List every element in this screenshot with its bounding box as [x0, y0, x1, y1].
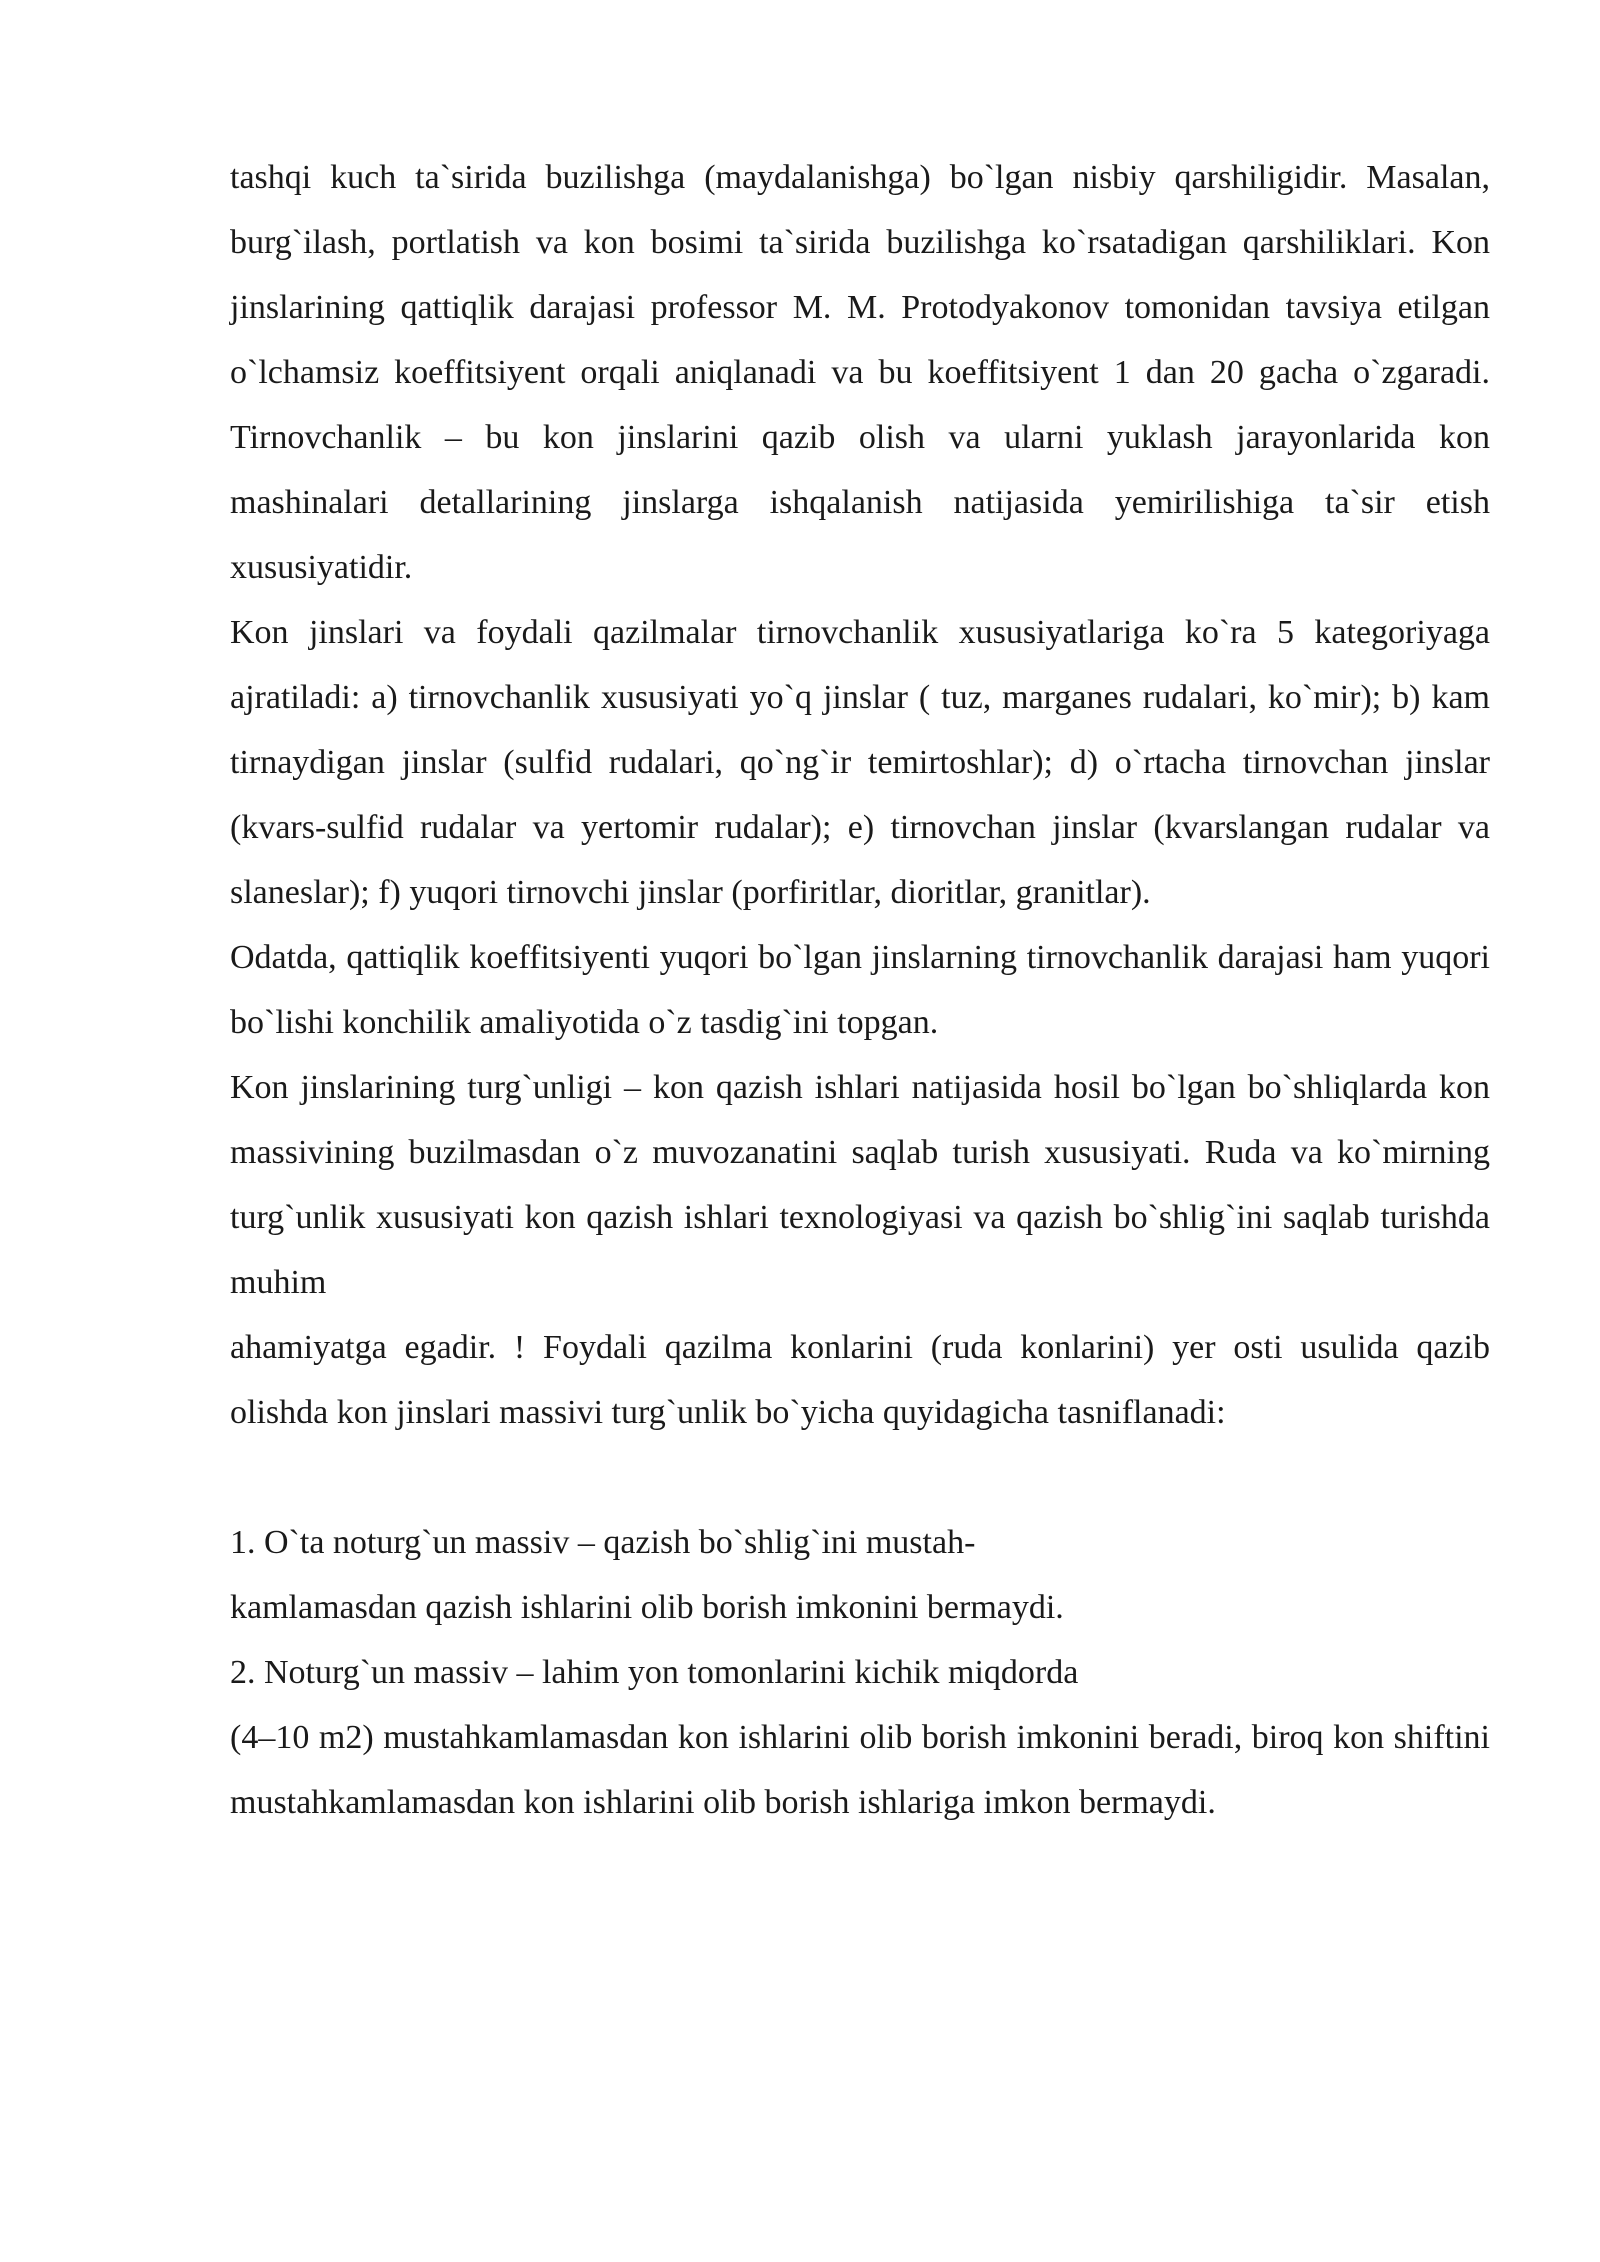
- list-item-2-line-1: 2. Noturg`un massiv – lahim yon tomonlarini kichik miqdorda: [230, 1654, 1079, 1691]
- document-page: [230, 145, 1490, 1835]
- blank-line: [230, 1445, 1490, 1510]
- paragraph-hardness-abrasiveness-relation: Odatda, qattiqlik koeffitsiyenti yuqori bo`lgan jinslarning tirnovchanlik darajasi ham yuqori bo`lishi konchilik amaliyotida o`z tasdig`ini topgan.: [230, 939, 1490, 1041]
- paragraph-stability-classification-intro: ahamiyatga egadir. ! Foydali qazilma konlarini (ruda konlarini) yer osti usulida qazib olishda kon jinslari massivi turg`unlik bo`yicha quyidagicha tasniflanadi:: [230, 1329, 1490, 1431]
- paragraph-stability-definition: Kon jinslarining turg`unligi – kon qazish ishlari natijasida hosil bo`lgan bo`shliqlarda kon massivining buzilmasdan o`z muvozanatini saqlab turish xususiyati. Ruda va ko`mirning turg`unlik xususiyati kon qazish ishlari texnologiyasi va qazish bo`shlig`ini saqlab turishda muhim: [230, 1069, 1490, 1301]
- paragraph-abrasiveness-categories: Kon jinslari va foydali qazilmalar tirnovchanlik xususiyatlariga ko`ra 5 kategoriyaga ajratiladi: a) tirnovchanlik xususiyati yo`q jinslar ( tuz, marganes rudalari, ko`mir); b) kam tirnaydigan jinslar (sulfid rudalari, qo`ng`ir temirtoshlar); d) o`rtacha tirnovchan jinslar (kvars-sulfid rudalar va yertomir rudalar); e) tirnovchan jinslar (kvarslangan rudalar va slaneslar); f) yuqori tirnovchi jinslar (porfiritlar, dioritlar, granitlar).: [230, 614, 1490, 911]
- list-item-2-continuation: (4–10 m2) mustahkamlamasdan kon ishlarini olib borish imkonini beradi, biroq kon shiftini mustahkamlamasdan kon ishlarini olib borish ishlariga imkon bermaydi.: [230, 1719, 1490, 1821]
- list-item-1-line-2: kamlamasdan qazish ishlarini olib borish imkonini bermaydi.: [230, 1589, 1064, 1626]
- paragraph-hardness-definition: tashqi kuch ta`sirida buzilishga (maydalanishga) bo`lgan nisbiy qarshiligidir. Masalan, burg`ilash, portlatish va kon bosimi ta`sirida buzilishga ko`rsatadigan qarshiliklari. Kon jinslarining qattiqlik darajasi professor M. M. Protodyakonov tomonidan tavsiya etilgan o`lchamsiz koeffitsiyent orqali aniqlanadi va bu koeffitsiyent 1 dan 20 gacha o`zgaradi. Tirnovchanlik – bu kon jinslarini qazib olish va ularni yuklash jarayonlarida kon mashinalari detallarining jinslarga ishqalanish natijasida yemirilishiga ta`sir etish xususiyatidir.: [230, 159, 1490, 586]
- list-item-1-line-1: 1. O`ta noturg`un massiv – qazish bo`shlig`ini mustah-: [230, 1524, 976, 1561]
